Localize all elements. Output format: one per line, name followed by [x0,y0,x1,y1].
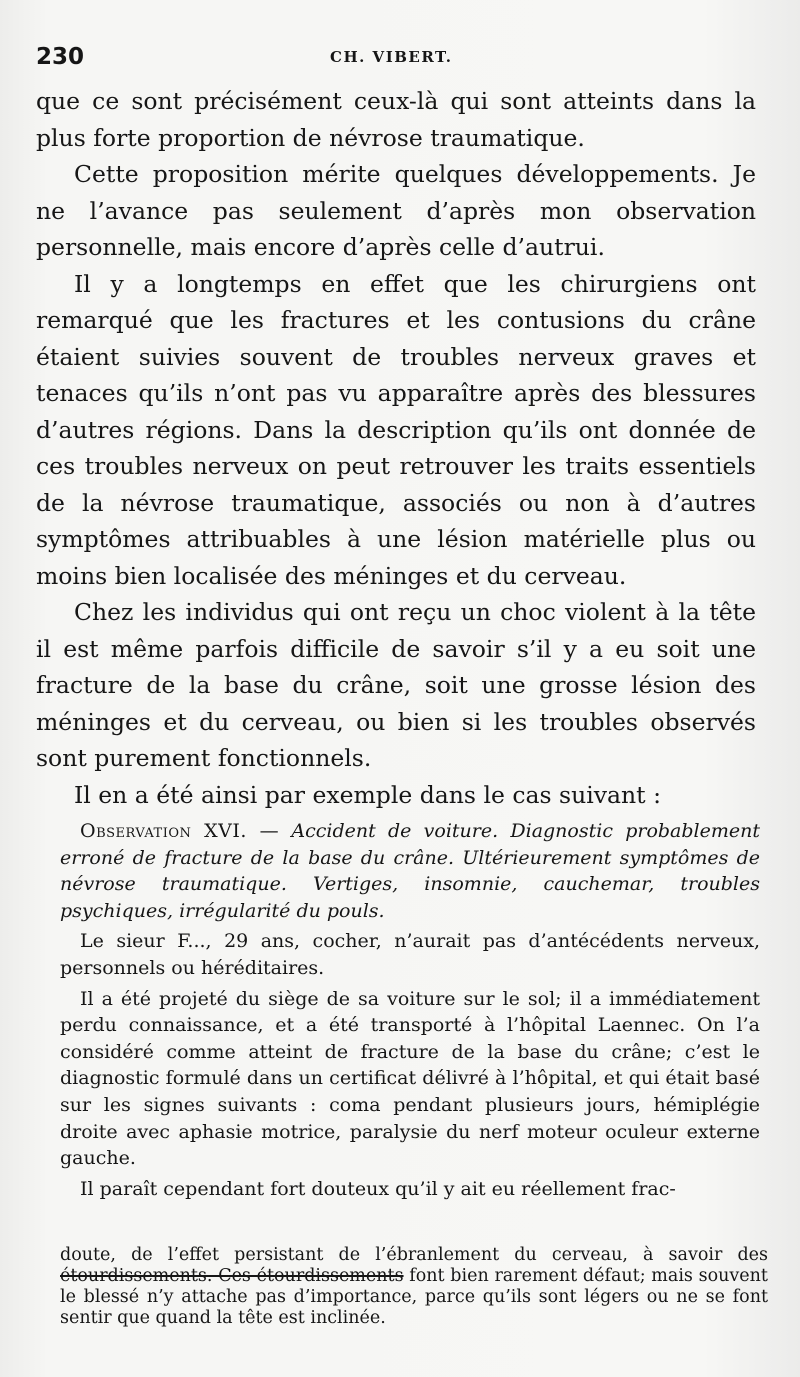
footnote [60,1245,768,1329]
paragraph-head-injury: Chez les individus qui ont reçu un choc violent à la tête il est même parfois difficile de savoir s’il y a eu soit une fracture de la base du crâne, soit une grosse lésion des méninges et du cerveau, ou bien si les troubles observés sont purement fonctionnels. [36,598,756,772]
paragraph-continuation: que ce sont précisément ceux-là qui sont atteints dans la plus forte proportion de névrose traumatique. [36,87,756,152]
footnote-rest: font bien rarement défaut; mais souvent le blessé n’y attache pas d’importance, parce qu’ils sont légers ou ne se font sentir que quand la tête est inclinée. [60,1266,768,1328]
observation-paragraph: Le sieur F..., 29 ans, cocher, n’aurait pas d’antécédents nerveux, personnels ou héréditaires. [60,930,760,979]
observation-heading [60,818,760,924]
observation-label: Observation XVI. — [80,820,280,842]
footnote-struck-text: étourdissements. Ces étourdissements [60,1266,404,1286]
paragraph-case-intro: Il en a été ainsi par exemple dans le cas suivant : [74,780,662,809]
footnote-start: doute, de l’effet persistant de l’ébranlement du cerveau, à savoir des [60,1245,768,1265]
observation-title: Accident de voiture. Diagnostic probablement erroné de fracture de la base du crâne. Ultérieurement symptômes de névrose traumatique. Vertiges, insomnie, cauchemar, troubles psychiques, irrégularité du pouls. [60,820,760,922]
observation-block [60,818,760,1202]
page-header [36,44,760,80]
footnote-text [60,1245,768,1329]
paragraph-surgeons: Il y a longtemps en effet que les chirurgiens ont remarqué que les fractures et les contusions du crâne étaient suivies souvent de troubles nerveux graves et tenaces qu’ils n’ont pas vu apparaître après des blessures d’autres régions. Dans la description qu’ils ont donnée de ces troubles nerveux on peut retrouver les traits essentiels de la névrose traumatique, associés ou non à d’autres symptômes attribuables à une lésion matérielle plus ou moins bien localisée des méninges et du cerveau. [36,269,756,590]
observation-paragraph: Il a été projeté du siège de sa voiture sur le sol; il a immédiatement perdu connaissance, et a été transporté à l’hôpital Laennec. On l’a considéré comme atteint de fracture de la base du crâne; c’est le diagnostic formulé dans un certificat délivré à l’hôpital, et qui était basé sur les signes suivants : coma pendant plusieurs jours, hémiplégie droite avec aphasie motrice, paralysie du nerf moteur oculeur externe gauche. [60,987,760,1170]
paragraph-proposition: Cette proposition mérite quelques développements. Je ne l’avance pas seulement d’après mon observation personnelle, mais encore d’après celle d’autrui. [36,160,756,261]
observation-paragraph: Il paraît cependant fort douteux qu’il y ait eu réellement frac- [80,1177,676,1200]
running-head: CH. VIBERT. [330,48,453,66]
page-number: 230 [36,44,85,70]
main-text [36,83,756,813]
